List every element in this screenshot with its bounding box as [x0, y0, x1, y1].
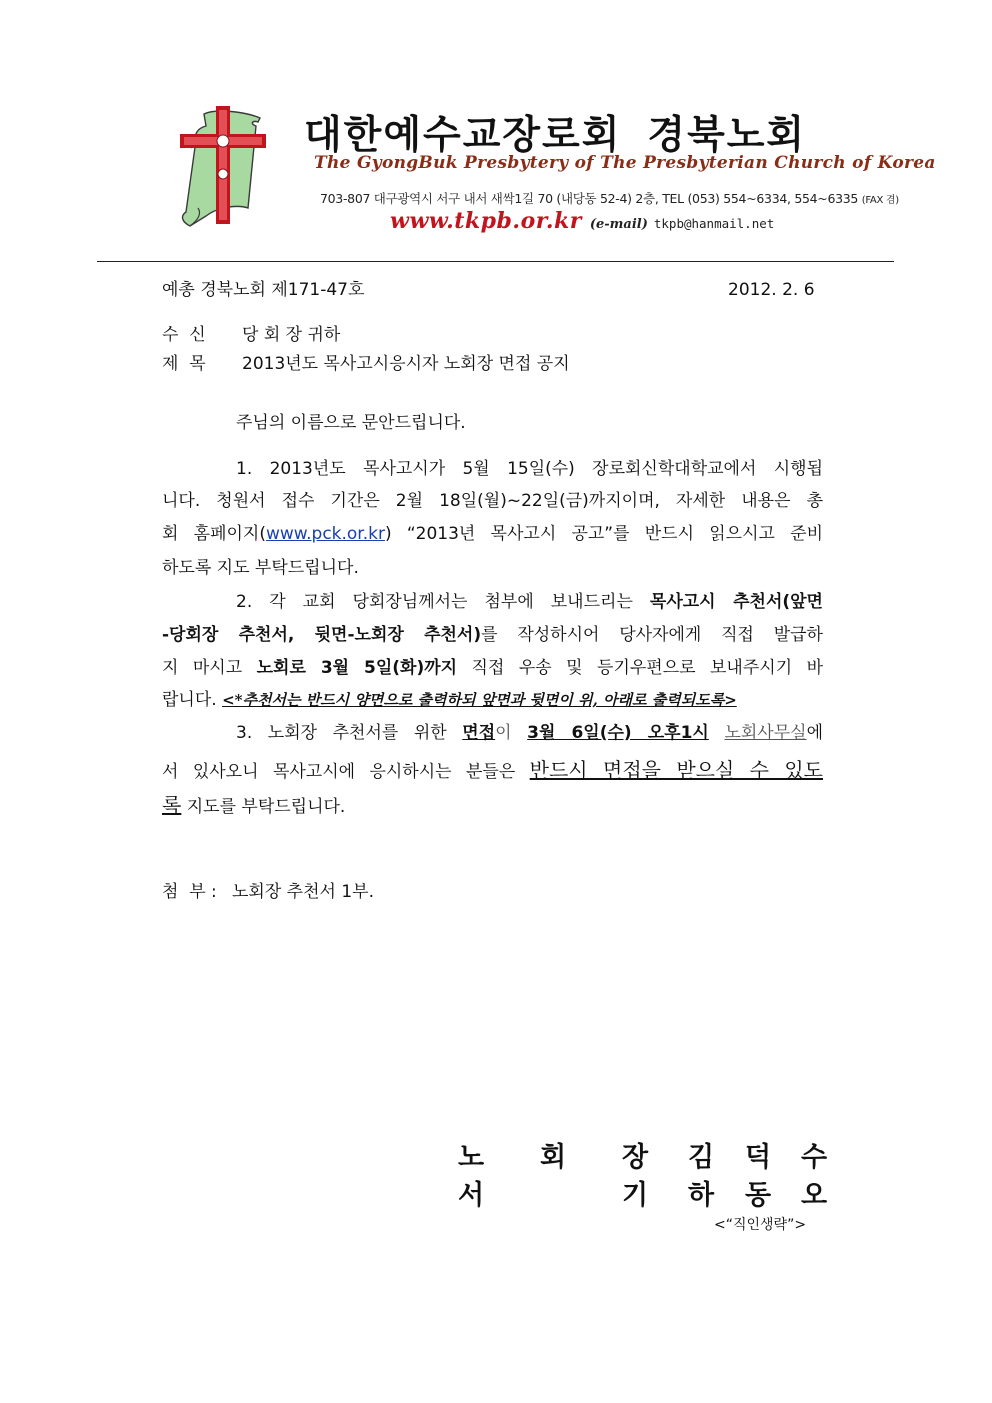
greeting: 주님의 이름으로 문안드립니다.: [236, 413, 466, 433]
para2-line4-start: 랍니다.: [162, 690, 223, 710]
para3-line2: [162, 757, 823, 785]
document-number: 예총 경북노회 제171-47호: [162, 280, 365, 300]
address-line: [320, 189, 899, 207]
para3-line1-start: 3. 노회장 추천서를 위한: [236, 723, 463, 743]
moderator-title-char-3: 장: [622, 1142, 649, 1173]
fax-note: (FAX 겸): [861, 195, 899, 206]
signature-moderator: [0, 1142, 992, 1174]
para1-line3: [162, 523, 823, 545]
clerk-name-char-3: 오: [801, 1180, 828, 1211]
para1-line4: 하도록 지도 부탁드립니다.: [162, 558, 359, 578]
para3-particle: 이: [495, 723, 528, 743]
para2-line2-end: 를 작성하시어 당사자에게 직접 발급하: [481, 625, 823, 645]
moderator-title-char-2: 회: [540, 1142, 567, 1173]
address-text: 703-807 대구광역시 서구 내서 새싹1길 70 (내당동 52-4) 2층, TEL (053) 554~6334, 554~6335: [320, 191, 859, 206]
para2-line1-bold: 목사고시 추천서(앞면: [649, 592, 823, 612]
contact-line: [390, 208, 774, 234]
clerk-title-char-1: 서: [458, 1180, 485, 1211]
attachment-value: 노회장 추천서 1부.: [232, 882, 374, 902]
moderator-name-char-3: 수: [801, 1142, 828, 1173]
para3-line3: [162, 792, 345, 820]
para3-line1: [236, 722, 823, 744]
header-divider: [97, 261, 894, 262]
subject-label: 제 목: [162, 354, 206, 374]
subject-value: 2013년도 목사고시응시자 노회장 면접 공지: [242, 354, 570, 374]
para1-line3-end: ) “2013년 목사고시 공고”를 반드시 읽으시고 준비: [384, 524, 823, 544]
para1-line2: 니다. 청원서 접수 기간은 2월 18일(월)~22일(금)까지이며, 자세한 내용은 총: [162, 491, 823, 511]
title-church-name: 대한예수교장로회: [304, 112, 622, 158]
para2-line2: [162, 624, 823, 646]
attachment-label: 첨 부 :: [162, 882, 217, 902]
para3-space: [709, 723, 725, 743]
seal-omitted-note: <“직인생략”>: [714, 1217, 807, 1233]
interview-datetime: 3월 6일(수) 오후1시: [527, 723, 709, 743]
para3-line1-end: 에: [806, 723, 823, 743]
para1-line3-start: 회 홈페이지(: [162, 524, 266, 544]
clerk-title-char-2: 기: [622, 1180, 649, 1211]
title-presbytery-name: 경북노회: [647, 112, 807, 158]
para1-line1: 1. 2013년도 목사고시가 5월 15일(수) 장로회신학대학교에서 시행됩: [236, 459, 823, 479]
presbytery-name-korean: [304, 104, 806, 160]
recipient-label: 수 신: [162, 325, 206, 345]
signature-clerk: [0, 1180, 992, 1212]
para3-line3-end: 지도를 부탁드립니다.: [181, 797, 346, 817]
recipient-value: 당 회 장 귀하: [242, 325, 341, 345]
email-address[interactable]: tkpb@hanmail.net: [653, 216, 775, 231]
para2-line2-bold: -당회장 추천서, 뒷면-노회장 추천서): [162, 625, 482, 645]
moderator-name-char-2: 덕: [745, 1142, 772, 1173]
para3-line2-start: 서 있사오니 목사고시에 응시하시는 분들은: [162, 762, 530, 782]
moderator-title-char-1: 노: [458, 1142, 485, 1173]
interview-location: 노회사무실: [724, 723, 807, 743]
mandatory-interview-text-end: 록: [162, 793, 182, 817]
website-link[interactable]: www.tkpb.or.kr: [390, 208, 582, 234]
para2-line3: [162, 657, 823, 679]
para2-line3-start: 지 마시고: [162, 658, 257, 678]
para2-line1: [236, 591, 823, 613]
presbytery-cross-logo: [176, 104, 268, 232]
clerk-name-char-1: 하: [688, 1180, 715, 1211]
print-instruction-note: <*추천서는 반드시 양면으로 출력하되 앞면과 뒷면이 위, 아래로 출력되도록>: [222, 691, 737, 709]
para2-line3-end: 직접 우송 및 등기우편으로 보내주시기 바: [457, 658, 823, 678]
presbytery-name-english: The GyongBuk Presbytery of The Presbyterian Church of Korea: [314, 153, 936, 173]
mandatory-interview-text: 반드시 면접을 받으실 수 있도: [529, 758, 823, 782]
document-date: 2012. 2. 6: [728, 280, 815, 300]
para2-line3-bold: 노회로 3월 5일(화)까지: [256, 658, 458, 678]
clerk-name-char-2: 동: [745, 1180, 772, 1211]
pck-website-link[interactable]: www.pck.or.kr: [265, 524, 385, 544]
para2-line1-start: 2. 각 교회 당회장님께서는 첨부에 보내드리는: [236, 592, 650, 612]
para2-line4: [162, 689, 737, 711]
interview-word: 면접: [462, 723, 496, 743]
moderator-name-char-1: 김: [688, 1142, 715, 1173]
email-label: (e-mail): [589, 217, 648, 232]
